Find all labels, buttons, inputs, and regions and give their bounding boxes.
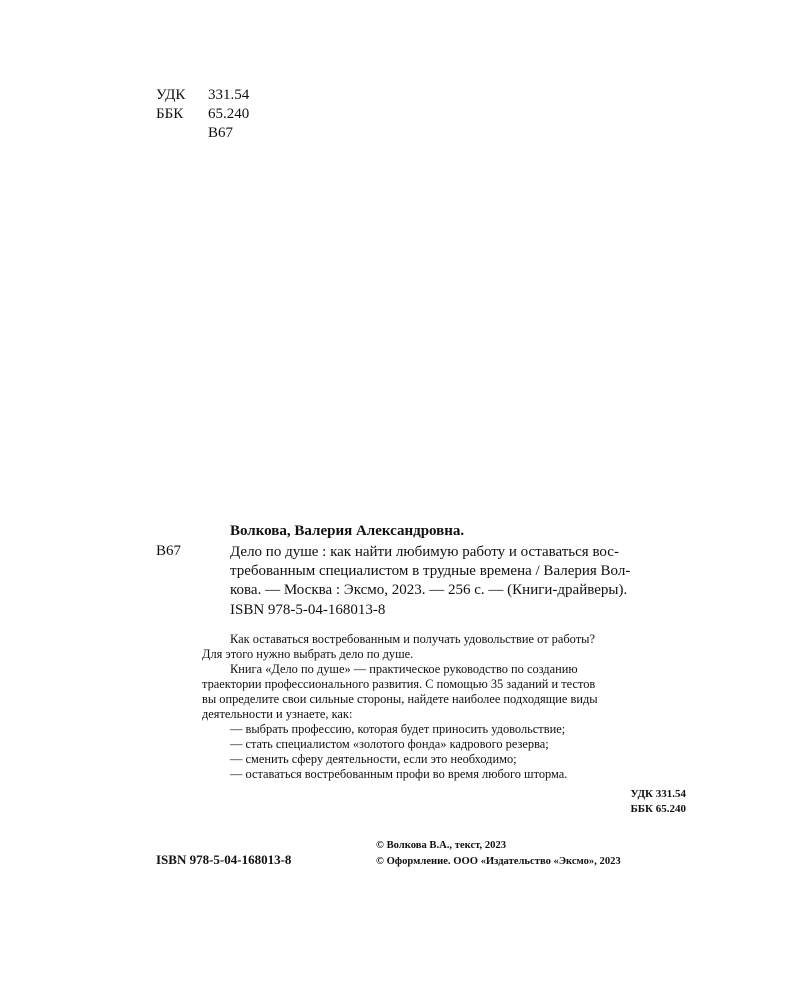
record-isbn: ISBN 978-5-04-168013-8 (230, 602, 386, 618)
bibliographic-description (230, 543, 686, 600)
annotation-line: деятельности и узнаете, как: (202, 707, 353, 721)
bbk-row (156, 105, 249, 124)
record-author: Волкова, Валерия Александровна. (230, 523, 465, 539)
copyright-design: © Оформление. ООО «Издательство «Эксмо», 2023 (376, 856, 621, 867)
annotation-line: траектории профессионального развития. С помощью 35 заданий и тестов (202, 677, 596, 691)
udk-label: УДК (156, 87, 186, 103)
annotation-line: Как оставаться востребованным и получать удовольствие от работы? (230, 632, 595, 646)
bbk-value: 65.240 (208, 106, 250, 122)
annotation-list-item: — оставаться востребованным профи во время любого шторма. (230, 767, 568, 781)
annotation-list-item: — сменить сферу деятельности, если это необходимо; (230, 752, 517, 766)
biblio-line: требованным специалистом в трудные времена / Валерия Вол- (230, 563, 631, 579)
author-sign: В67 (208, 125, 234, 141)
author-sign-row (156, 124, 249, 143)
copyright-block (376, 838, 621, 870)
record-cipher: В67 (156, 543, 182, 559)
bbk-label: ББК (156, 106, 184, 122)
annotation-list-item: — стать специалистом «золотого фонда» кадрового резерва; (230, 737, 549, 751)
udk-value: 331.54 (208, 87, 250, 103)
annotation-line: Для этого нужно выбрать дело по душе. (202, 647, 414, 661)
annotation-line: Книга «Дело по душе» — практическое руководство по созданию (230, 662, 578, 676)
classification-block (156, 86, 249, 143)
annotation-line: вы определите свои сильные стороны, найдете наиболее подходящие виды (202, 692, 598, 706)
biblio-line: Дело по душе : как найти любимую работу и оставаться вос- (230, 544, 619, 560)
biblio-line: кова. — Москва : Эксмо, 2023. — 256 с. — (Книги-драйверы). (230, 582, 628, 598)
bbk-code: ББК 65.240 (630, 803, 686, 815)
classification-codes (560, 787, 686, 817)
annotation (202, 632, 690, 782)
copyright-text: © Волкова В.А., текст, 2023 (376, 840, 507, 851)
annotation-list-item: — выбрать профессию, которая будет приносить удовольствие; (230, 722, 566, 736)
udk-code: УДК 331.54 (630, 788, 686, 800)
footer-isbn: ISBN 978-5-04-168013-8 (156, 852, 292, 867)
udk-row (156, 86, 249, 105)
